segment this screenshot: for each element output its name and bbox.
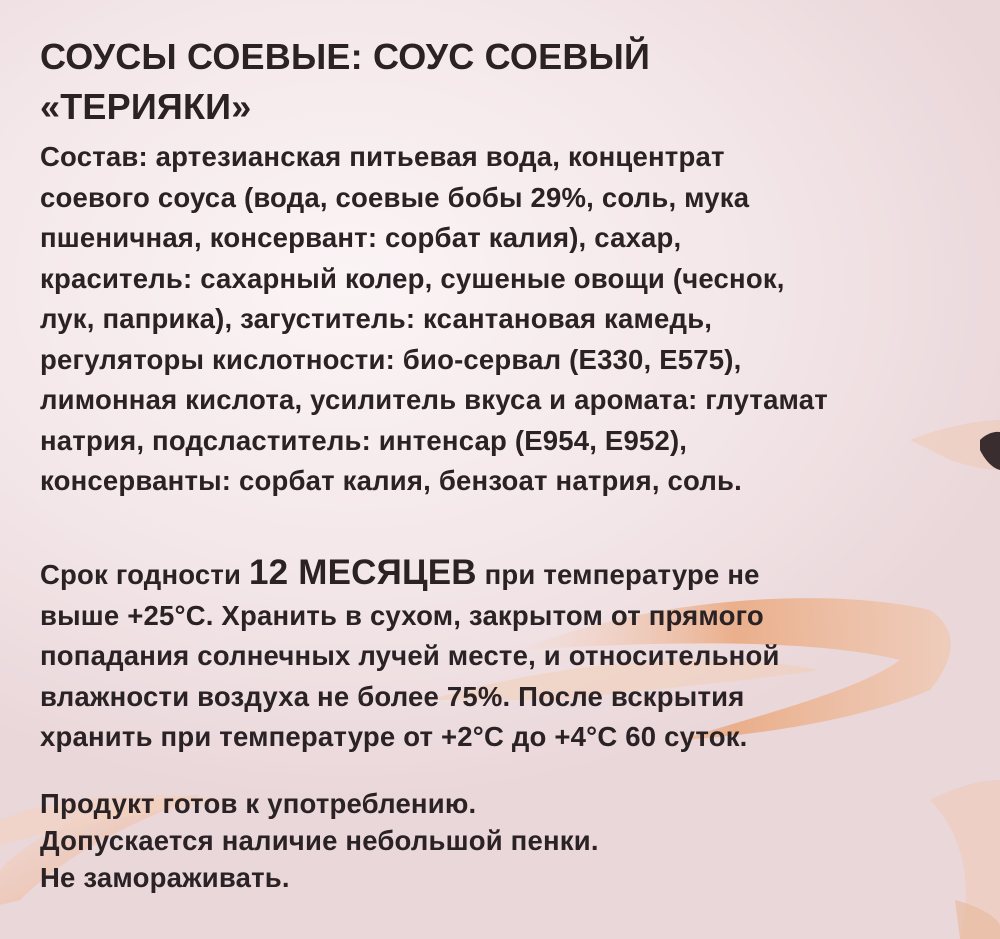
composition-line: соевого соуса (вода, соевые бобы 29%, соль, мука — [40, 181, 750, 213]
storage-line: влажности воздуха не более 75%. После вскрытия — [40, 680, 745, 712]
storage-line: хранить при температуре от +2°С до +4°С 60 суток. — [40, 721, 748, 752]
shelf-life-line — [40, 553, 780, 596]
composition-text — [40, 137, 828, 502]
product-title — [40, 32, 650, 132]
note-line: Допускается наличие небольшой пенки. — [40, 825, 599, 856]
composition-line: натрия, подсластитель: интенсар (Е954, Е952), — [40, 424, 688, 456]
composition-line: лимонная кислота, усилитель вкуса и аромата: глутамат — [40, 384, 828, 415]
composition-line: пшеничная, консервант: сорбат калия), сахар, — [40, 222, 682, 253]
composition-line: регуляторы кислотности: био-сервал (Е330, Е575), — [40, 343, 742, 375]
composition-line: лук, паприка), загуститель: ксантановая камедь, — [40, 303, 713, 334]
shelf-life-prefix: Срок годности — [40, 559, 249, 590]
shelf-life-value: 12 МЕСЯЦЕВ — [249, 553, 477, 592]
shelf-life-suffix: при температуре не — [476, 559, 760, 590]
storage-line: попадания солнечных лучей месте, и относительной — [40, 640, 780, 671]
title-line-1: СОУСЫ СОЕВЫЕ: СОУС СОЕВЫЙ — [40, 36, 651, 77]
storage-text — [40, 553, 780, 758]
composition-line: краситель: сахарный колер, сушеные овощи (чеснок, — [40, 262, 785, 294]
composition-line: Состав: артезианская питьевая вода, концентрат — [40, 141, 725, 172]
note-line: Не замораживать. — [40, 862, 290, 893]
note-line: Продукт готов к употреблению. — [40, 788, 477, 819]
storage-line: выше +25°С. Хранить в сухом, закрытом от прямого — [40, 599, 764, 631]
notes-text — [40, 785, 599, 896]
title-line-2: «ТЕРИЯКИ» — [40, 86, 252, 127]
composition-line: консерванты: сорбат калия, бензоат натрия, соль. — [40, 465, 742, 496]
